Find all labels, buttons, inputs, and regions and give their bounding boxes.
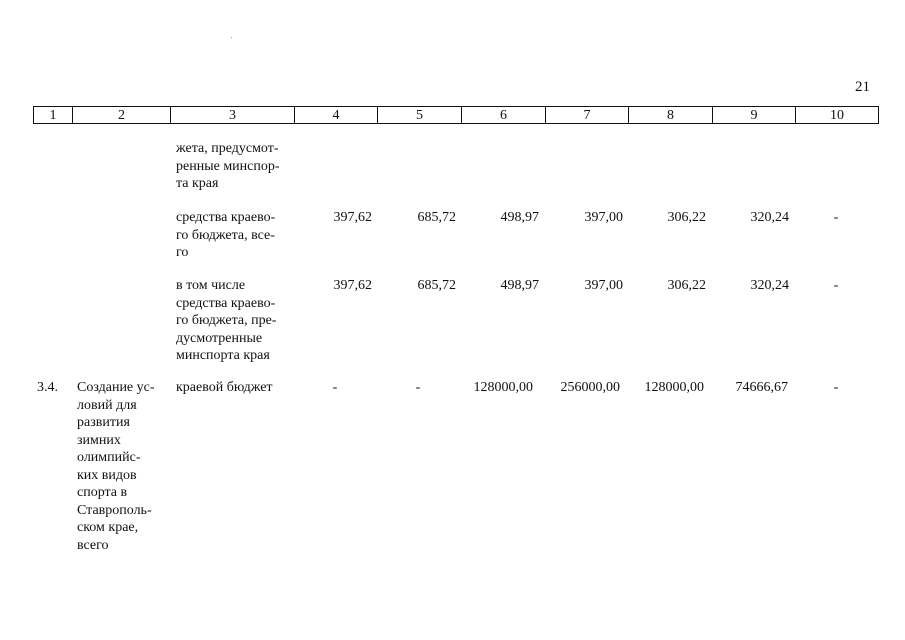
header-cell-9: 9	[712, 106, 796, 124]
value-col7: 256000,00	[560, 380, 620, 395]
value-col7: 397,00	[584, 278, 623, 293]
row-description-line: ренные минспор-	[176, 158, 280, 174]
header-cell-1: 1	[33, 106, 73, 124]
value-col7: 397,00	[584, 210, 623, 225]
row-description	[176, 277, 289, 365]
row-description-line: го	[176, 245, 189, 260]
row-number: 3.4.	[37, 380, 58, 395]
value-col5: 685,72	[417, 278, 456, 293]
row-title-line: ском крае,	[77, 520, 139, 535]
row-description	[176, 379, 289, 397]
header-cell-5: 5	[377, 106, 462, 124]
row-title-line: олимпийс-	[77, 450, 141, 465]
row-title-line: Создание ус-	[77, 380, 155, 395]
row-title-line: Ставрополь-	[77, 502, 152, 518]
row-description-line: минспорта края	[176, 348, 270, 363]
row-description-line: средства краево-	[176, 295, 276, 311]
value-col10: -	[833, 380, 839, 395]
row-description-line: го бюджета, пре-	[176, 313, 277, 328]
row-description-line: та края	[176, 176, 219, 191]
value-col6: 128000,00	[473, 380, 533, 395]
row-title-line: всего	[77, 537, 109, 553]
value-col10: -	[833, 210, 839, 225]
header-cell-8: 8	[628, 106, 713, 124]
row-title-line: развития	[77, 415, 130, 430]
row-title	[77, 379, 164, 554]
header-cell-10: 10	[795, 106, 879, 124]
value-col9: 320,24	[750, 278, 789, 293]
header-cell-4: 4	[294, 106, 378, 124]
row-description-line: го бюджета, все-	[176, 227, 275, 243]
row-title-line: ловий для	[77, 397, 137, 413]
value-col8: 306,22	[667, 210, 706, 225]
value-col5: 685,72	[417, 210, 456, 225]
page-number: 21	[855, 79, 870, 95]
row-title-line: ких видов	[77, 467, 137, 483]
value-col8: 306,22	[667, 278, 706, 293]
row-description-line: в том числе	[176, 278, 246, 293]
value-col6: 498,97	[500, 278, 539, 293]
value-col5: -	[415, 380, 421, 395]
row-title-line: спорта в	[77, 485, 128, 500]
value-col9: 74666,67	[735, 380, 788, 395]
header-cell-2: 2	[72, 106, 171, 124]
row-description-line: средства краево-	[176, 210, 276, 225]
row-description	[176, 209, 289, 262]
header-cell-3: 3	[170, 106, 295, 124]
value-col6: 498,97	[500, 210, 539, 225]
row-description-line: жета, предусмот-	[176, 141, 279, 156]
value-col9: 320,24	[750, 210, 789, 225]
row-description	[176, 140, 289, 193]
row-title-line: зимних	[77, 432, 121, 448]
value-col8: 128000,00	[644, 380, 704, 395]
value-col10: -	[833, 278, 839, 293]
header-cell-7: 7	[545, 106, 629, 124]
row-description-line: дусмотренные	[176, 330, 263, 346]
value-col4: 397,62	[333, 278, 372, 293]
scan-speck	[231, 37, 232, 38]
value-col4: -	[332, 380, 338, 395]
header-cell-6: 6	[461, 106, 546, 124]
value-col4: 397,62	[333, 210, 372, 225]
row-description-line: краевой бюджет	[176, 380, 273, 395]
